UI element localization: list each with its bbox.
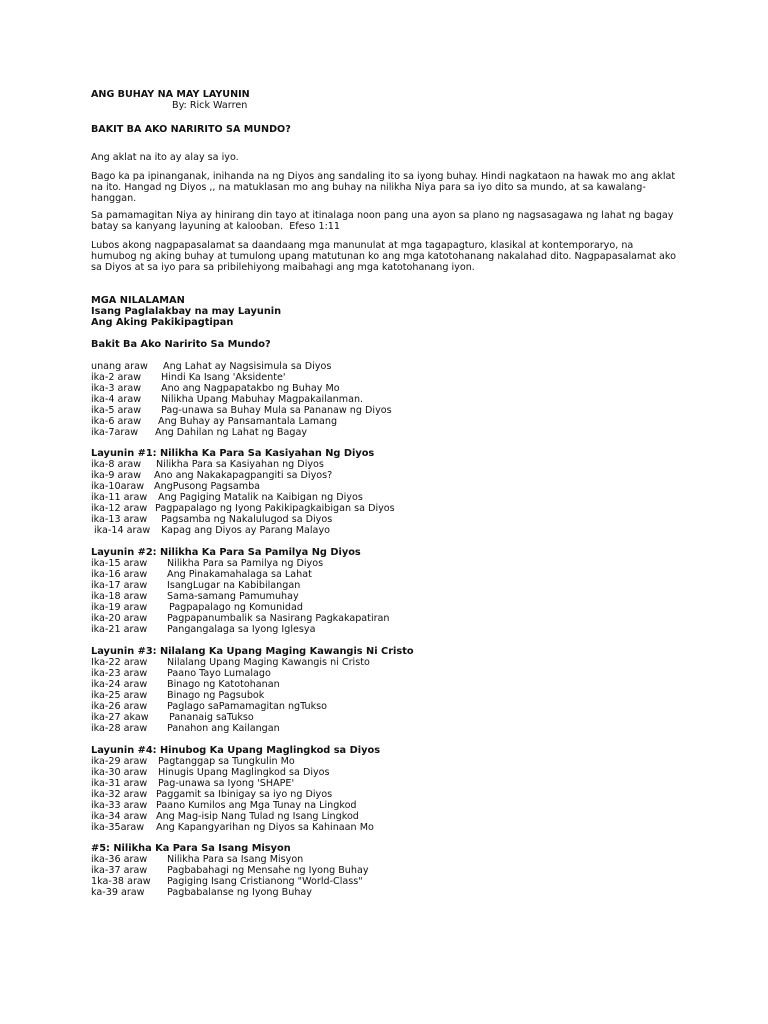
toc-title: Binago ng Katotohanan	[167, 679, 280, 690]
toc-title: AngPusong Pagsamba	[154, 481, 261, 492]
toc-day: ika-16 araw	[91, 569, 148, 580]
contents-heading: MGA NILALAMAN	[91, 295, 185, 306]
toc-day: ika-37 araw	[91, 865, 148, 876]
toc-day: ika-14 araw	[94, 525, 151, 536]
toc-day: ika-7araw	[91, 427, 139, 438]
toc-day: 1ka-38 araw	[91, 876, 151, 887]
purpose-4-heading: Layunin #4: Hinubog Ka Upang Maglingkod sa Diyos	[91, 745, 381, 756]
toc-day: ika-30 araw	[91, 767, 148, 778]
toc-day: ika-29 araw	[91, 756, 148, 767]
toc-title: Ang Dahilan ng Lahat ng Bagay	[155, 427, 308, 438]
toc-day: ika-27 akaw	[91, 712, 149, 723]
toc-day: ika-4 araw	[91, 394, 142, 405]
toc-day: ika-24 araw	[91, 679, 148, 690]
toc-day: ika-26 araw	[91, 701, 148, 712]
toc-title: Pagbabahagi ng Mensahe ng Iyong Buhay	[167, 865, 369, 876]
toc-day: Ika-22 araw	[91, 657, 148, 668]
toc-title: Ang Lahat ay Nagsisimula sa Diyos	[163, 361, 332, 372]
toc-title: Binago ng Pagsubok	[167, 690, 265, 701]
toc-day: ika-25 araw	[91, 690, 148, 701]
toc-day: ika-31 araw	[91, 778, 148, 789]
toc-day: ika-17 araw	[91, 580, 148, 591]
toc-day: unang araw	[91, 361, 148, 372]
toc-title: Pagtanggap sa Tungkulin Mo	[158, 756, 295, 767]
toc-title: Ang Pinakamahalaga sa Lahat	[167, 569, 312, 580]
toc-title: Pananaig saTukso	[169, 712, 254, 723]
toc-day: ika-9 araw	[91, 470, 142, 481]
toc-title: Ano ang Nakakapagpangiti sa Diyos?	[154, 470, 333, 481]
toc-title: Nilikha Para sa Pamilya ng Diyos	[167, 558, 324, 569]
toc-day: ika-6 araw	[91, 416, 142, 427]
purpose-2-heading: Layunin #2: Nilikha Ka Para Sa Pamilya Ng Diyos	[91, 547, 361, 558]
toc-title: Paggamit sa Ibinigay sa iyo ng Diyos	[156, 789, 333, 800]
toc-day: ika-2 araw	[91, 372, 142, 383]
toc-title: Nilalang Upang Maging Kawangis ni Cristo	[167, 657, 370, 668]
toc-title: Hindi Ka Isang 'Aksidente'	[161, 372, 286, 383]
toc-day: ika-32 araw	[91, 789, 148, 800]
intro-paragraph-1: Bago ka pa ipinanganak, inihanda na ng Diyos ang sandaling ito sa iyong buhay. Hindi nagkataon na hawak mo ang aklat na ito. Hangad ng Diyos ,, na matuklasan mo ang buhay na nilikha Niya para sa iyo dito sa mundo, at sa kawalang-hanggan.	[91, 171, 676, 204]
dedication: Ang aklat na ito ay alay sa iyo.	[91, 152, 239, 163]
toc-day: ika-28 araw	[91, 723, 148, 734]
purpose-1-heading: Layunin #1: Nilikha Ka Para Sa Kasiyahan Ng Diyos	[91, 448, 375, 459]
toc-day: ika-36 araw	[91, 854, 148, 865]
toc-title: Pag-unawa sa Buhay Mula sa Pananaw ng Diyos	[161, 405, 392, 416]
toc-title: Nilikha Para sa Isang Misyon	[167, 854, 304, 865]
toc-day: ika-35araw	[91, 822, 145, 833]
toc-day: ika-23 araw	[91, 668, 148, 679]
toc-title: Pag-unawa sa Iyong 'SHAPE'	[158, 778, 295, 789]
toc-title: Panahon ang Kailangan	[167, 723, 280, 734]
toc-title: Ano ang Nagpapatakbo ng Buhay Mo	[161, 383, 340, 394]
toc-day: ika-20 araw	[91, 613, 148, 624]
toc-title: Nilikha Para sa Kasiyahan ng Diyos	[156, 459, 324, 470]
toc-title: Pangangalaga sa Iyong Iglesya	[167, 624, 316, 635]
contents-subheading-question: Bakit Ba Ako Naririto Sa Mundo?	[91, 339, 271, 350]
author-line: By: Rick Warren	[172, 100, 248, 111]
toc-day: ika-19 araw	[91, 602, 148, 613]
toc-day: ika-3 araw	[91, 383, 142, 394]
document-title: ANG BUHAY NA MAY LAYUNIN	[91, 89, 250, 100]
toc-title: Nilikha Upang Mabuhay Magpakailanman.	[161, 394, 364, 405]
toc-title: Ang Buhay ay Pansamantala Lamang	[158, 416, 338, 427]
toc-title: Pagpapanumbalik sa Nasirang Pagkakapatiran	[167, 613, 390, 624]
toc-title: Sama-samang Pamumuhay	[167, 591, 299, 602]
toc-day: ka-39 araw	[91, 887, 145, 898]
toc-title: Pagiging Isang Cristianong "World-Class"	[167, 876, 363, 887]
purpose-5-heading: #5: Nilikha Ka Para Sa Isang Misyon	[91, 843, 291, 854]
toc-day: ika-21 araw	[91, 624, 148, 635]
toc-title: Ang Mag-isip Nang Tulad ng Isang Lingkod	[156, 811, 359, 822]
toc-day: ika-12 araw	[91, 503, 148, 514]
toc-day: ika-33 araw	[91, 800, 148, 811]
toc-title: Paano Tayo Lumalago	[167, 668, 271, 679]
main-question: BAKIT BA AKO NARIRITO SA MUNDO?	[91, 124, 291, 135]
intro-paragraph-2: Sa pamamagitan Niya ay hinirang din tayo at itinalaga noon pang una ayon sa plano ng nagsasagawa ng lahat ng bagay batay sa kanyang layuning at kalooban. Efeso 1:11	[91, 210, 674, 232]
toc-day: ika-11 araw	[91, 492, 148, 503]
contents-subheading-covenant: Ang Aking Pakikipagtipan	[91, 317, 234, 328]
toc-day: ika-15 araw	[91, 558, 148, 569]
purpose-3-heading: Layunin #3: Nilalang Ka Upang Maging Kawangis Ni Cristo	[91, 646, 414, 657]
toc-title: Ang Pagiging Matalik na Kaibigan ng Diyos	[158, 492, 363, 503]
toc-title: Hinugis Upang Maglingkod sa Diyos	[158, 767, 330, 778]
intro-paragraph-3: Lubos akong nagpapasalamat sa daandaang mga manunulat at mga tagapagturo, klasikal at kontemporaryo, na humubog ng aking buhay at tumulong upang matutunan ko ang mga katotohanang nakalahad dito. Nagpapasalamat ako sa Diyos at sa iyo para sa pribilehiyong maibahagi ang mga katotohanang iyon.	[91, 240, 677, 273]
toc-title: Pagpapalago ng Iyong Pakikipagkaibigan sa Diyos	[155, 503, 395, 514]
toc-title: Kapag ang Diyos ay Parang Malayo	[161, 525, 330, 536]
toc-day: ika-8 araw	[91, 459, 142, 470]
toc-title: Ang Kapangyarihan ng Diyos sa Kahinaan Mo	[156, 822, 374, 833]
toc-day: ika-34 araw	[91, 811, 148, 822]
toc-day: ika-5 araw	[91, 405, 142, 416]
contents-subheading-journey: Isang Paglalakbay na may Layunin	[91, 306, 282, 317]
toc-day: ika-18 araw	[91, 591, 148, 602]
toc-title: Pagsamba ng Nakalulugod sa Diyos	[161, 514, 333, 525]
toc-title: Paglago saPamamagitan ngTukso	[167, 701, 328, 712]
toc-day: ika-13 araw	[91, 514, 148, 525]
toc-day: ika-10araw	[91, 481, 145, 492]
toc-title: Pagbabalanse ng Iyong Buhay	[167, 887, 312, 898]
toc-title: Paano Kumilos ang Mga Tunay na Lingkod	[156, 800, 357, 811]
toc-title: Pagpapalago ng Komunidad	[169, 602, 303, 613]
toc-title: IsangLugar na Kabibilangan	[167, 580, 301, 591]
